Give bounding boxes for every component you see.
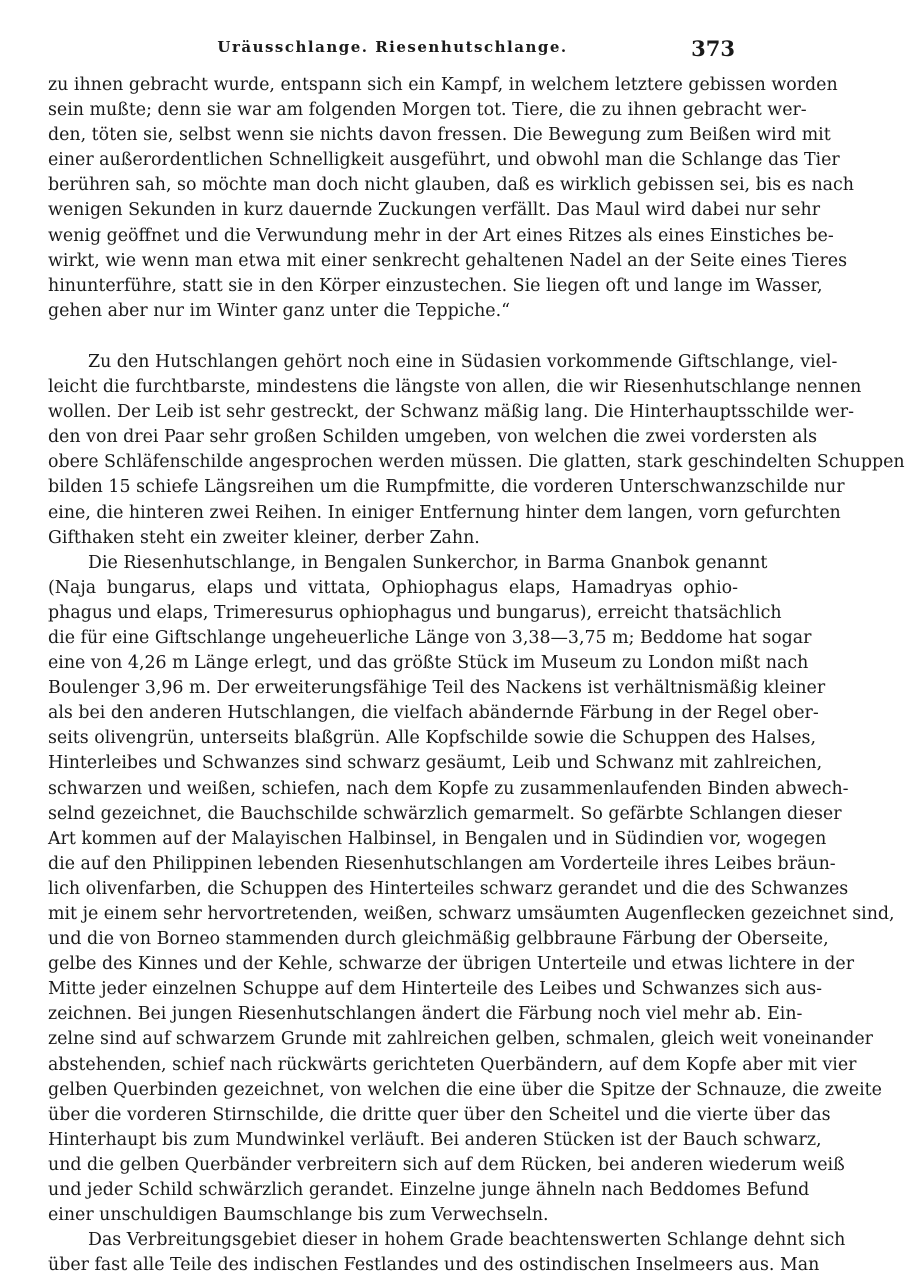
paragraph	[48, 350, 905, 551]
text-line: die für eine Giftschlange ungeheuerliche Länge von 3,38—3,75 m; Beddome hat sogar	[48, 627, 812, 648]
paragraph	[48, 551, 895, 1229]
text-line: lich olivenfarben, die Schuppen des Hinterteiles schwarz gerandet und die des Schwanzes	[48, 878, 849, 899]
text-line: und jeder Schild schwärzlich gerandet. Einzelne junge ähneln nach Beddomes Befund	[48, 1180, 810, 1201]
text-line: mit je einem sehr hervortretenden, weißen, schwarz umsäumten Augenflecken gezeichnet sind,	[48, 904, 895, 924]
text-line: gehen aber nur im Winter ganz unter die Teppiche.“	[48, 300, 510, 321]
text-line: einer unschuldigen Baumschlange bis zum Verwechseln.	[48, 1205, 549, 1226]
text-line: berühren sah, so möchte man doch nicht glauben, daß es wirklich gebissen sei, bis es nach	[48, 175, 854, 196]
text-line: Hinterleibes und Schwanzes sind schwarz gesäumt, Leib und Schwanz mit zahlreichen,	[48, 753, 823, 774]
text-line: Art kommen auf der Malayischen Halbinsel, in Bengalen und in Südindien vor, wogegen	[48, 828, 827, 849]
text-line: Boulenger 3,96 m. Der erweiterungsfähige Teil des Nackens ist verhältnismäßig kleiner	[48, 678, 826, 699]
text-line: obere Schläfenschilde angesprochen werden müssen. Die glatten, stark geschindelten Schuppen	[48, 452, 905, 473]
text-line: Das Verbreitungsgebiet dieser in hohem Grade beachtenswerten Schlange dehnt sich	[88, 1230, 846, 1251]
text-line: seits olivengrün, unterseits blaßgrün. Alle Kopfschilde sowie die Schuppen des Halses,	[48, 728, 816, 749]
text-line: hinunterführe, statt sie in den Körper einzustechen. Sie liegen oft und lange im Wasser,	[48, 275, 823, 296]
text-line: (Naja bungarus, elaps und vittata, Ophiophagus elaps, Hamadryas ophio-	[48, 577, 738, 598]
text-line: eine von 4,26 m Länge erlegt, und das größte Stück im Museum zu London mißt nach	[48, 653, 809, 674]
text-line: wenig geöffnet und die Verwundung mehr in der Art eines Ritzes als eines Einstiches be-	[48, 225, 834, 246]
paragraph-gap	[48, 324, 738, 350]
paragraph	[48, 73, 854, 324]
text-line: selnd gezeichnet, die Bauchschilde schwärzlich gemarmelt. So gefärbte Schlangen dieser	[48, 803, 842, 824]
text-line: schwarzen und weißen, schiefen, nach dem Kopfe zu zusammenlaufenden Binden abwech-	[48, 778, 849, 799]
text-line: die auf den Philippinen lebenden Riesenhutschlangen am Vorderteile ihres Leibes bräun-	[48, 853, 836, 874]
text-line: Gifthaken steht ein zweiter kleiner, derber Zahn.	[48, 527, 480, 548]
text-line: über die vorderen Stirnschilde, die dritte quer über den Scheitel und die vierte über das	[48, 1104, 831, 1125]
text-line: als bei den anderen Hutschlangen, die vielfach abändernde Färbung in der Regel ober-	[48, 703, 819, 724]
text-line: zu ihnen gebracht wurde, entspann sich ein Kampf, in welchem letztere gebissen worden	[48, 75, 838, 95]
running-head	[0, 36, 785, 62]
text-line: eine, die hinteren zwei Reihen. In einiger Entfernung hinter dem langen, vorn gefurchten	[48, 502, 841, 523]
paragraph	[48, 1228, 846, 1278]
text-line: phagus und elaps, Trimeresurus ophiophagus und bungarus), erreicht thatsächlich	[48, 602, 782, 623]
text-line: zeichnen. Bei jungen Riesenhutschlangen ändert die Färbung noch viel mehr ab. Ein-	[48, 1004, 803, 1025]
text-line: wirkt, wie wenn man etwa mit einer senkrecht gehaltenen Nadel an der Seite eines Tieres	[48, 250, 848, 271]
text-line: den von drei Paar sehr großen Schilden umgeben, von welchen die zwei vordersten als	[48, 427, 818, 448]
body-text	[48, 73, 905, 1278]
text-line: und die gelben Querbänder verbreitern sich auf dem Rücken, bei anderen wiederum weiß	[48, 1154, 845, 1175]
text-line: sein mußte; denn sie war am folgenden Morgen tot. Tiere, die zu ihnen gebracht wer-	[48, 100, 807, 121]
text-line: leicht die furchtbarste, mindestens die längste von allen, die wir Riesenhutschlange nennen	[48, 377, 862, 398]
text-line: bilden 15 schiefe Längsreihen um die Rumpfmitte, die vorderen Unterschwanzschilde nur	[48, 477, 845, 498]
running-title: Uräusschlange. Riesenhutschlange.	[217, 38, 568, 56]
text-line: Zu den Hutschlangen gehört noch eine in Südasien vorkommende Giftschlange, viel-	[88, 351, 838, 372]
text-line: und die von Borneo stammenden durch gleichmäßig gelbbraune Färbung der Oberseite,	[48, 929, 829, 950]
text-line: über fast alle Teile des indischen Festlandes und des ostindischen Inselmeers aus. Man	[48, 1255, 820, 1276]
text-line: abstehenden, schief nach rückwärts gerichteten Querbändern, auf dem Kopfe aber mit vier	[48, 1054, 857, 1075]
text-line: den, töten sie, selbst wenn sie nichts davon fressen. Die Bewegung zum Beißen wird mit	[48, 125, 831, 146]
text-line: Hinterhaupt bis zum Mundwinkel verläuft. Bei anderen Stücken ist der Bauch schwarz,	[48, 1129, 822, 1150]
text-line: einer außerordentlichen Schnelligkeit ausgeführt, und obwohl man die Schlange das Tier	[48, 150, 840, 171]
text-line: gelben Querbinden gezeichnet, von welchen die eine über die Spitze der Schnauze, die zweite	[48, 1079, 882, 1100]
text-line: Die Riesenhutschlange, in Bengalen Sunkerchor, in Barma Gnanbok genannt	[88, 552, 768, 573]
text-line: Mitte jeder einzelnen Schuppe auf dem Hinterteile des Leibes und Schwanzes sich aus-	[48, 979, 823, 1000]
text-line: wenigen Sekunden in kurz dauernde Zuckungen verfällt. Das Maul wird dabei nur sehr	[48, 200, 821, 221]
text-line: gelbe des Kinnes und der Kehle, schwarze der übrigen Unterteile und etwas lichtere in der	[48, 954, 855, 975]
text-line: wollen. Der Leib ist sehr gestreckt, der Schwanz mäßig lang. Die Hinterhauptsschilde wer-	[48, 402, 854, 423]
text-line: zelne sind auf schwarzem Grunde mit zahlreichen gelben, schmalen, gleich weit voneinander	[48, 1029, 873, 1050]
page-number: 373	[691, 36, 735, 61]
